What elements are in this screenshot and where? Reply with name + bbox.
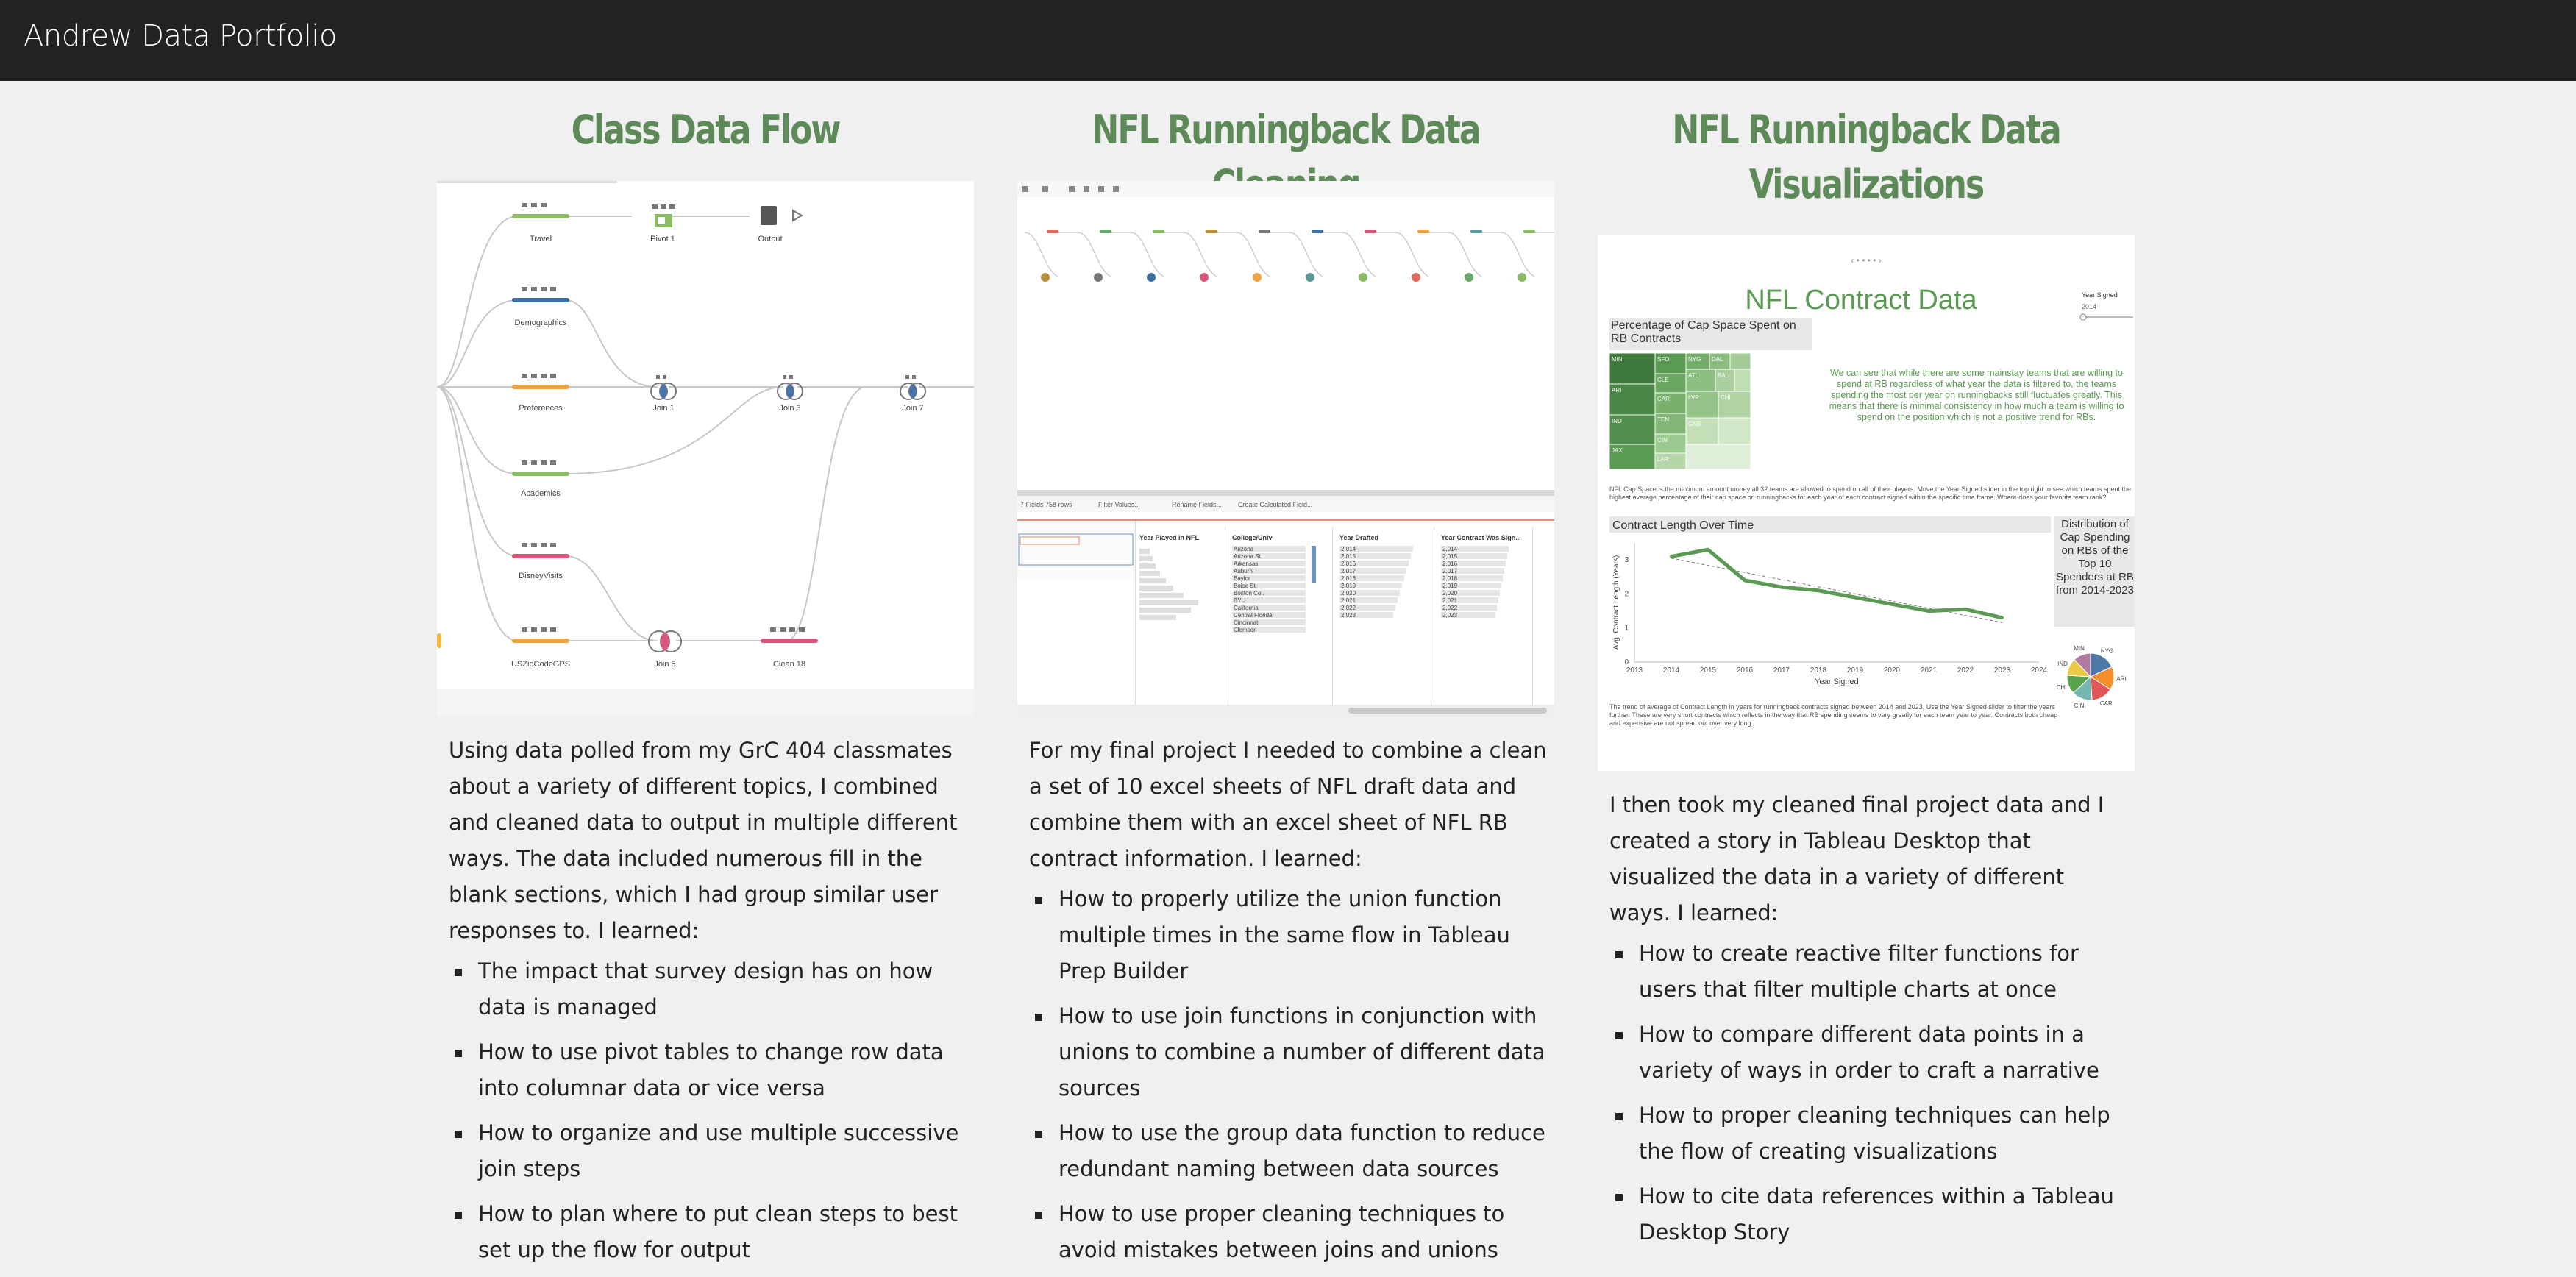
treemap-annotation: We can see that while there are some mainstay teams that are willing to spend at RB regardless of what year the data is filtered to, the teams spending the most per year on runningbacks still fluctuates greatly. This means that there is minimal consistency in how much a team is willing to spend on the position which is not a positive trend for RBs. [1829,368,2124,422]
college-label: California [1234,605,1259,611]
contract-year-label: 2,014 [1442,546,1458,552]
union-step [1523,230,1535,233]
treemap-title: Percentage of Cap Space Spent on RB Contracts [1611,319,1796,345]
input-node [1306,273,1314,282]
year-label: 2,023 [1341,612,1356,619]
tableau-prep-flow-diagram [437,181,974,716]
flow-node-label: Academics [521,489,561,498]
series-point [1670,555,1673,558]
year-label: 2,019 [1341,583,1356,589]
year-label: 2,014 [1341,546,1356,552]
college-label: Arizona St. [1234,553,1263,560]
treemap-team-label: ARI [1612,387,1622,394]
series-point [1854,596,1857,599]
treemap-team-label: ATL [1688,372,1699,379]
project-card-nfl-cleaning [1017,81,1554,1262]
x-tick-label: 2013 [1626,666,1643,675]
input-node [1200,273,1209,282]
project-intro: I then took my cleaned final project data and I created a story in Tableau Desktop that visualized the data in a variety of different ways. I learned: [1609,792,2104,925]
series-point [2001,616,2004,619]
learned-item: How to plan where to put clean steps to best set up the flow for output [478,1196,968,1268]
union-step [1470,230,1482,233]
histogram-bar [1139,600,1198,605]
input-node [1147,273,1156,282]
treemap-team-label: IND [1612,418,1622,424]
x-tick-label: 2018 [1810,666,1827,675]
y-tick-label: 1 [1624,624,1629,633]
flow-node-label: Demographics [514,319,567,327]
treemap-team-label: JAX [1612,447,1623,454]
project-description [449,733,968,1277]
histogram-bar [1139,556,1153,561]
treemap-team-label: CLE [1657,377,1669,383]
flow-node-label: Pivot 1 [650,235,675,243]
treemap-team-label: MIN [1612,356,1623,363]
pie-title: Distribution of Cap Spending on RBs of the Top 10 Spenders at RB from 2014-2023 [2056,518,2134,597]
treemap-team-label: LVR [1688,394,1699,401]
treemap-caption: NFL Cap Space is the maximum amount money all 32 teams are allowed to spend on all of their players. Move the Year Signed slider in the top right to see which teams spent the highest average percentage of their cap space on runningbacks for each year of each contract signed within the specific time frame. Where does your favorite team rank? [1609,485,2132,501]
college-label: Baylor [1234,575,1250,582]
treemap-team-label: BAL [1718,372,1729,379]
y-tick-label: 3 [1624,556,1629,565]
project-description [1609,787,2129,1259]
svg-text:Year Played in NFL: Year Played in NFL [1139,534,1200,541]
flow-node-label: DisneyVisits [519,572,563,580]
union-step [1417,230,1429,233]
flow-node-label: Join 7 [902,404,924,413]
x-tick-label: 2021 [1920,666,1938,675]
histogram-bar [1139,586,1173,591]
learned-item: How to use pivot tables to change row data into columnar data or vice versa [478,1034,968,1106]
x-tick-label: 2017 [1773,666,1790,675]
histogram-bar [1139,615,1176,620]
top-navbar [0,0,2576,81]
union-step [1047,230,1058,233]
union-step [1365,230,1376,233]
union-step [1259,230,1270,233]
svg-text:‹ • • • • ›: ‹ • • • • › [1851,255,1882,266]
scroll-thumb [1312,546,1316,583]
learned-item: How to compare different data points in a variety of ways in order to craft a narrative [1639,1017,2129,1089]
flow-node-label: Join 5 [654,660,676,669]
treemap-team-label: LAR [1657,456,1669,463]
learned-item: How to properly utilize the union function multiple times in the same flow in Tableau Prep Builder [1058,881,1548,989]
svg-text:7 Fields 758 rows: 7 Fields 758 rows [1020,501,1072,508]
input-node [1518,273,1526,282]
learned-item: How to use the group data function to reduce redundant naming between data sources [1058,1115,1548,1187]
histogram-bar [1139,578,1166,583]
x-axis-label: Year Signed [1815,677,1859,686]
svg-text:Year Drafted: Year Drafted [1339,534,1379,541]
treemap-team-label: CIN [1657,437,1668,444]
contract-year-label: 2,018 [1442,575,1458,582]
contract-year-label: 2,017 [1442,568,1458,575]
y-tick-label: 2 [1624,590,1629,599]
treemap-team-label: NYG [1688,356,1701,363]
college-label: Central Florida [1234,612,1273,619]
series-point [1780,586,1783,588]
flow-node-label: Preferences [519,404,563,413]
flow-node-label: Clean 18 [772,660,806,669]
learned-item: The impact that survey design has on how data is managed [478,953,968,1025]
treemap-cell [1686,444,1751,469]
pie-label: NYG [2100,647,2114,655]
series-point [1890,602,1893,605]
union-step [1206,230,1217,233]
x-tick-label: 2016 [1736,666,1754,675]
treemap-team-label: TEN [1657,416,1669,423]
contract-year-label: 2,021 [1442,597,1458,604]
project-card-nfl-viz [1598,81,2135,1245]
input-node [1041,273,1050,282]
treemap-team-label: SFO [1657,356,1670,363]
x-tick-label: 2022 [1957,666,1974,675]
contract-year-label: 2,022 [1442,605,1458,611]
contract-year-label: 2,016 [1442,561,1458,567]
flow-node-label: USZipCodeGPS [510,660,571,669]
project-title[interactable]: NFL Runningback Data [1092,107,1480,153]
svg-text:Create Calculated Field...: Create Calculated Field... [1238,501,1313,508]
contract-year-label: 2,015 [1442,553,1458,560]
college-label: BYU [1234,597,1246,604]
pie-label: MIN [2074,644,2085,652]
learned-item: How to proper cleaning techniques can help the flow of creating visualizations [1639,1098,2129,1170]
pie-label: IND [2057,661,2068,668]
year-label: 2,016 [1341,561,1356,567]
project-description [1029,733,1548,1277]
college-label: Boston Col. [1234,590,1264,597]
input-node [1253,273,1262,282]
tableau-prep-union-screenshot [1017,181,1554,716]
x-tick-label: 2019 [1846,666,1864,675]
x-tick-label: 2015 [1699,666,1717,675]
series-point [1743,579,1746,582]
flow-node-label: Output [758,235,783,243]
project-thumbnail-prep[interactable] [1017,181,1554,716]
learned-list [449,953,968,1268]
series-point [1964,608,1967,611]
year-filter-label: Year Signed [2082,291,2118,299]
year-label: 2,018 [1341,575,1356,582]
learned-item: How to organize and use multiple successive join steps [478,1115,968,1187]
flow-node-label: Join 3 [779,404,801,413]
y-tick-label: 0 [1624,658,1629,666]
line-chart-caption: The trend of average of Contract Length in years for runningback contracts signed between 2014 and 2023. Use the Year Signed slider to filter the years further. These are very short contracts which reflects in the way that RB spending seems to vary greatly for each team year to year. Contracts both cheap and expensive are not spread out over very long. [1609,703,2058,727]
x-tick-label: 2014 [1662,666,1680,675]
input-node [1412,273,1420,282]
project-title[interactable]: Class Data Flow [571,107,840,153]
college-label: Auburn [1234,568,1253,575]
union-step [1100,230,1111,233]
year-label: 2,015 [1341,553,1356,560]
union-step [1312,230,1323,233]
college-label: Arizona [1234,546,1254,552]
project-intro: For my final project I needed to combine a clean a set of 10 excel sheets of NFL draft data and combine them with an excel sheet of NFL RB contract information. I learned: [1029,738,1547,871]
tableau-dashboard-screenshot [1598,235,2135,771]
x-tick-label: 2024 [2030,666,2048,675]
learned-list [1029,881,1548,1268]
learned-item: How to cite data references within a Tableau Desktop Story [1639,1178,2129,1251]
input-node [1359,273,1367,282]
series-point [1707,548,1709,551]
treemap-cell [1730,353,1751,369]
project-intro: Using data polled from my GrC 404 classmates about a variety of different topics, I combined and cleaned data to output in multiple different ways. The data included numerous fill in the blank sections, which I had group similar user responses to. I learned: [449,738,958,943]
y-axis-label: Avg. Contract Length (Years) [1612,555,1620,650]
input-node [1465,273,1473,282]
college-label: Cincinnati [1234,619,1260,626]
treemap-cell [1734,369,1751,391]
union-step [1153,230,1164,233]
contract-year-label: 2,020 [1442,590,1458,597]
x-tick-label: 2020 [1883,666,1901,675]
input-node [1094,273,1103,282]
line-chart-title: Contract Length Over Time [1612,519,1754,532]
histogram-bar [1139,563,1156,569]
learned-item: How to create reactive filter functions for users that filter multiple charts at once [1639,936,2129,1008]
histogram-bar [1139,593,1184,598]
project-title[interactable]: NFL Runningback Data Visualizations [1672,107,2060,207]
pie-label: CIN [2074,702,2085,710]
project-thumbnail-flow[interactable] [437,181,974,716]
contract-year-label: 2,019 [1442,583,1458,589]
flow-node-label: Join 1 [652,404,675,413]
treemap-team-label: DAL [1712,356,1723,363]
svg-text:2014: 2014 [2082,303,2097,310]
histogram-bar [1139,608,1191,613]
svg-text:Rename Fields...: Rename Fields... [1172,501,1223,508]
year-label: 2,017 [1341,568,1356,575]
svg-text:Filter Values...: Filter Values... [1098,501,1140,508]
histogram-bar [1139,571,1160,576]
pie-label: CAR [2099,700,2113,708]
year-label: 2,021 [1341,597,1356,604]
year-label: 2,022 [1341,605,1356,611]
project-card-class-data-flow [437,81,974,1262]
svg-text:Year Contract Was Sign...: Year Contract Was Sign... [1441,534,1521,541]
learned-item: How to use join functions in conjunction with unions to combine a number of different data sources [1058,998,1548,1106]
learned-item: How to use proper cleaning techniques to avoid mistakes between joins and unions [1058,1196,1548,1268]
pie-label: CHI [2056,684,2067,691]
project-thumbnail-dashboard[interactable] [1598,235,2135,771]
series-point [1817,589,1820,592]
histogram-bar [1139,549,1150,554]
x-tick-label: 2023 [1993,666,2011,675]
college-label: Boise St. [1234,583,1258,589]
year-label: 2,020 [1341,590,1356,597]
rb-cap-treemap [1609,353,1751,469]
learned-list [1609,936,2129,1251]
treemap-team-label: GNB [1688,421,1701,427]
treemap-team-label: CHI [1721,394,1731,401]
dashboard-title: NFL Contract Data [1745,285,1977,316]
svg-text:College/Univ: College/Univ [1232,534,1273,541]
contract-year-label: 2,023 [1442,612,1458,619]
site-brand[interactable]: Andrew Data Portfolio [24,19,337,53]
flow-node-label: Travel [529,235,552,243]
pie-label: ARI [2116,675,2127,683]
series-point [1927,610,1930,613]
treemap-cell [1718,418,1751,444]
treemap-team-label: CAR [1657,396,1670,402]
college-label: Arkansas [1234,561,1259,567]
college-label: Clemson [1234,627,1257,633]
